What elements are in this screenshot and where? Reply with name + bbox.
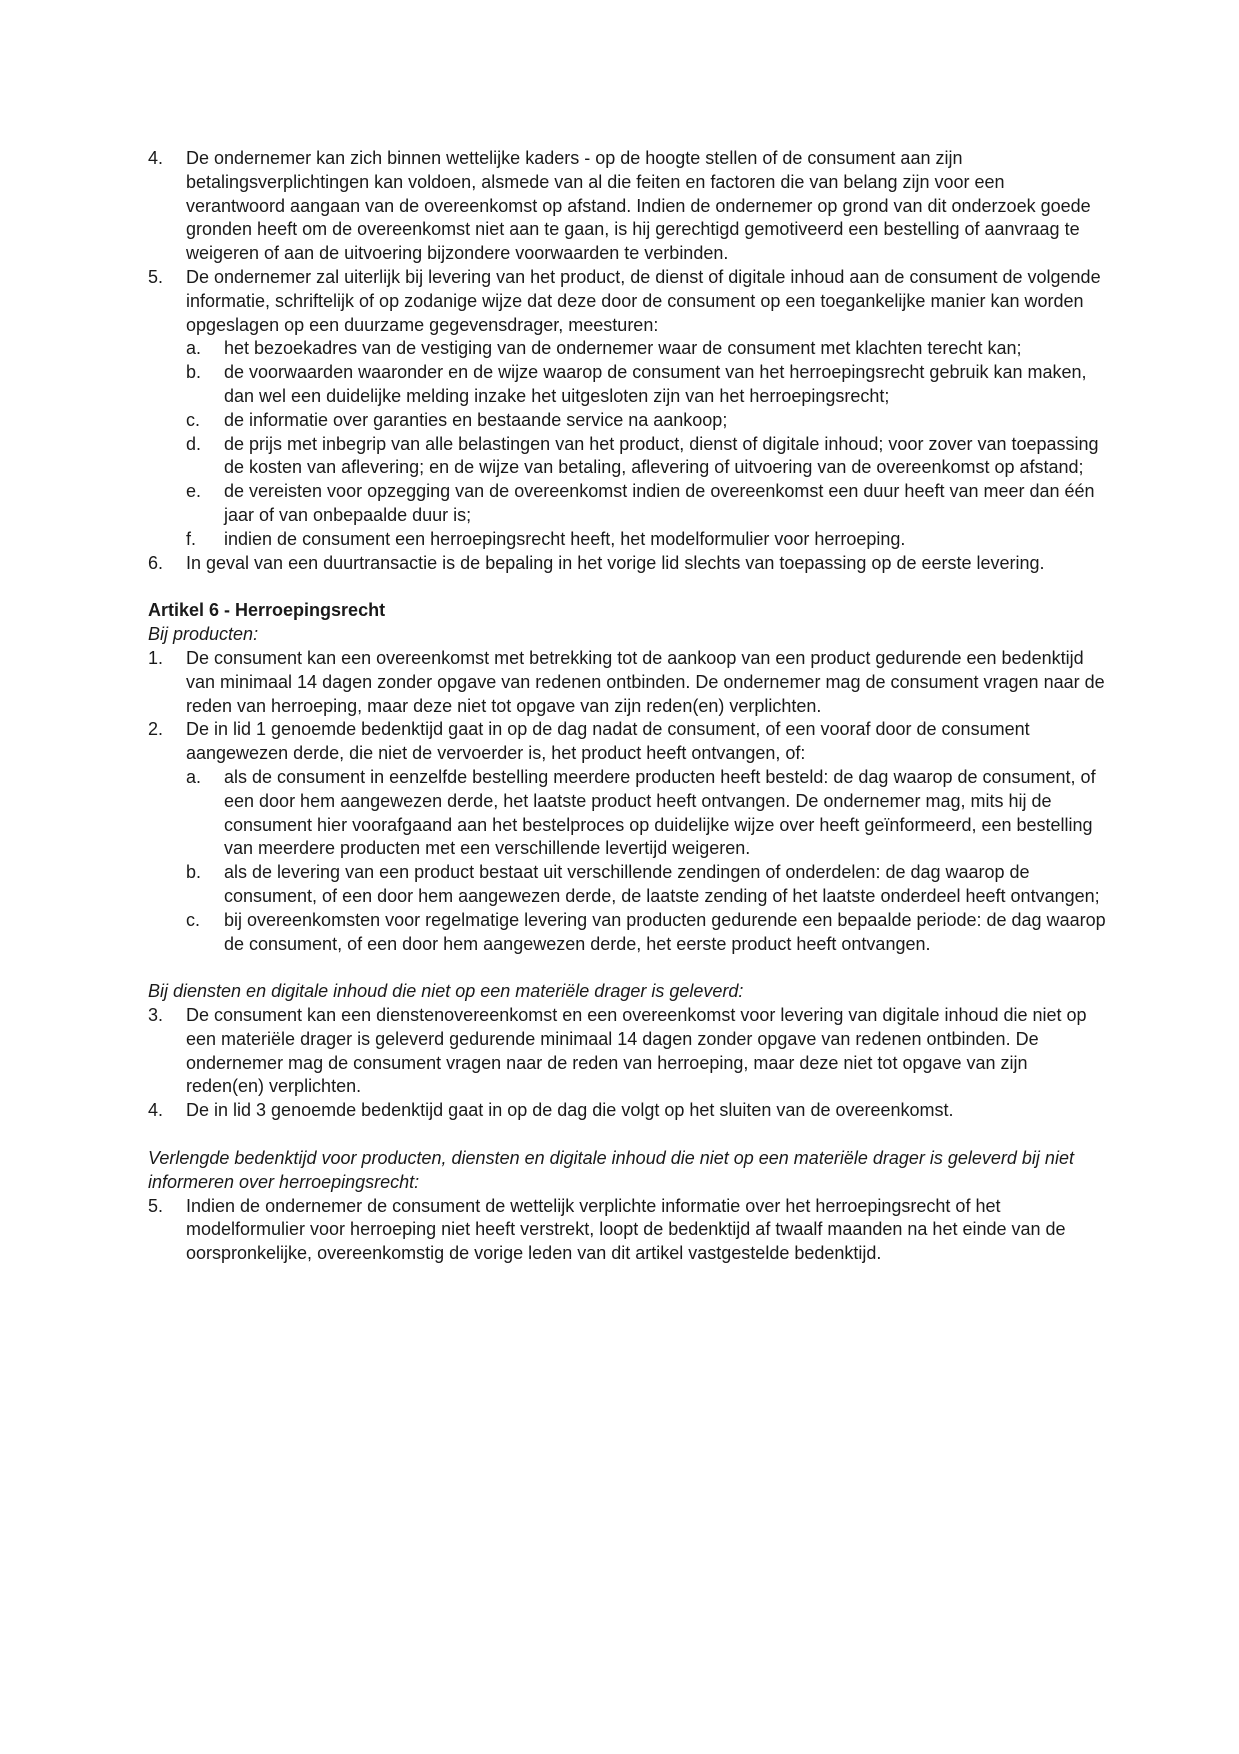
sub-list-letter: a. (186, 338, 202, 359)
sub-list-item (186, 433, 1108, 481)
list-number: 3. (148, 1005, 164, 1026)
list-text: Indien de ondernemer de consument de wettelijk verplichte informatie over het herroepingsrecht of het modelformulier voor herroeping niet heeft verstrekt, loopt de bedenktijd af twaalf maanden na het einde van de oorspronkelijke, overeenkomstig de vorige leden van dit artikel vastgestelde bedenktijd. (186, 1195, 1066, 1264)
sub-list-text: als de levering van een product bestaat uit verschillende zendingen of onderdelen: de dag waarop de consument, of een door hem aangewezen derde, de laatste zending of het laatste onderdeel heeft ontvangen; (224, 862, 1100, 906)
list-text: De consument kan een dienstenovereenkomst en een overeenkomst voor levering van digitale inhoud die niet op een materiële drager is geleverd gedurende minimaal 14 dagen zonder opgave van redenen ontbinden. De ondernemer mag de consument vragen naar de reden van herroeping, maar deze niet tot opgave van zijn reden(en) verplichten. (186, 1005, 1087, 1097)
sub-list-text: de informatie over garanties en bestaande service na aankoop; (224, 409, 728, 430)
list-number: 6. (148, 552, 164, 573)
list-number: 5. (148, 266, 164, 287)
list-text: De in lid 1 genoemde bedenktijd gaat in op de dag nadat de consument, of een vooraf door de consument aangewezen derde, die niet de vervoerder is, het product heeft ontvangen, of: (186, 719, 1030, 764)
list-item (148, 718, 1108, 956)
sub-list (186, 337, 1108, 551)
sub-list-letter: b. (186, 362, 202, 383)
sub-list-text: het bezoekadres van de vestiging van de ondernemer waar de consument met klachten terecht kan; (224, 338, 1022, 359)
sub-list-letter: e. (186, 481, 202, 502)
sub-list-text: als de consument in eenzelfde bestelling meerdere producten heeft besteld: de dag waarop de consument, of een door hem aangewezen derde, het laatste product heeft ontvangen. De ondernemer mag, mits hij de consument hier voorafgaand aan het bestelproces op duidelijke wijze over heeft geïnformeerd, een bestelling van meerdere producten met een verschillende levertijd weigeren. (224, 766, 1096, 859)
subsection-heading-products: Bij producten: (148, 624, 259, 645)
article-heading: Artikel 6 - Herroepingsrecht (148, 600, 386, 621)
list-number: 1. (148, 647, 164, 668)
list-text: De ondernemer zal uiterlijk bij levering van het product, de dienst of digitale inhoud aan de consument de volgende informatie, schriftelijk of op zodanige wijze dat deze door de consument op een toegankelijke manier kan worden opgeslagen op een duurzame gegevensdrager, meesturen: (186, 266, 1101, 335)
sub-list-item (186, 528, 1108, 552)
list-text: De consument kan een overeenkomst met betrekking tot de aankoop van een product gedurende een bedenktijd van minimaal 14 dagen zonder opgave van redenen ontbinden. De ondernemer mag de consument vragen naar de reden van herroeping, maar deze niet tot opgave van zijn reden(en) verplichten. (186, 647, 1105, 716)
list-item (148, 647, 1108, 718)
sub-list-text: de voorwaarden waaronder en de wijze waarop de consument van het herroepingsrecht gebruik kan maken, dan wel een duidelijke melding inzake het uitgesloten zijn van het herroepingsrecht; (224, 362, 1087, 406)
sub-list-letter: a. (186, 766, 202, 787)
sub-list (186, 766, 1108, 956)
sub-list-item (186, 361, 1108, 409)
list-item (148, 1195, 1108, 1266)
sub-list-item (186, 409, 1108, 433)
list-item (148, 147, 1108, 266)
sub-list-item (186, 480, 1108, 528)
sub-list-letter: c. (186, 909, 201, 930)
list-text: De in lid 3 genoemde bedenktijd gaat in op de dag die volgt op het sluiten van de overeenkomst. (186, 1100, 954, 1121)
list-item (148, 1099, 1108, 1123)
subsection-heading-services: Bij diensten en digitale inhoud die niet op een materiële drager is geleverd: (148, 981, 744, 1002)
list-number: 5. (148, 1195, 164, 1216)
sub-list-letter: f. (186, 528, 197, 549)
sub-list-item (186, 766, 1108, 861)
list-text: De ondernemer kan zich binnen wettelijke kaders - op de hoogte stellen of de consument aan zijn betalingsverplichtingen kan voldoen, alsmede van al die feiten en factoren die van belang zijn voor een verantwoord aangaan van de overeenkomst op afstand. Indien de ondernemer op grond van dit onderzoek goede gronden heeft om de overeenkomst niet aan te gaan, is hij gerechtigd gemotiveerd een bestelling of aanvraag te weigeren of aan de uitvoering bijzondere voorwaarden te verbinden. (186, 148, 1091, 264)
sub-list-text: de prijs met inbegrip van alle belastingen van het product, dienst of digitale inhoud; voor zover van toepassing de kosten van aflevering; en de wijze van betaling, aflevering of uitvoering van de overeenkomst op afstand; (224, 433, 1099, 478)
list-number: 4. (148, 1100, 164, 1121)
list-number: 2. (148, 719, 164, 740)
list-item (148, 266, 1108, 552)
list-number: 4. (148, 148, 164, 168)
list-text: In geval van een duurtransactie is de bepaling in het vorige lid slechts van toepassing op de eerste levering. (186, 552, 1045, 573)
list-item (148, 1004, 1108, 1099)
document-page (148, 147, 1108, 1266)
sub-list-text: de vereisten voor opzegging van de overeenkomst indien de overeenkomst een duur heeft van meer dan één jaar of van onbepaalde duur is; (224, 481, 1095, 525)
list-item (148, 552, 1108, 576)
subsection-heading-extended: Verlengde bedenktijd voor producten, diensten en digitale inhoud die niet op een materiële drager is geleverd bij niet informeren over herroepingsrecht: (148, 1148, 1074, 1192)
sub-list-text: bij overeenkomsten voor regelmatige levering van producten gedurende een bepaalde periode: de dag waarop de consument, of een door hem aangewezen derde, het eerste product heeft ontvangen. (224, 909, 1106, 954)
sub-list-letter: d. (186, 433, 202, 454)
sub-list-text: indien de consument een herroepingsrecht heeft, het modelformulier voor herroeping. (224, 528, 906, 549)
sub-list-item (186, 909, 1108, 957)
sub-list-item (186, 861, 1108, 909)
sub-list-item (186, 337, 1108, 361)
sub-list-letter: c. (186, 409, 201, 430)
sub-list-letter: b. (186, 862, 202, 883)
